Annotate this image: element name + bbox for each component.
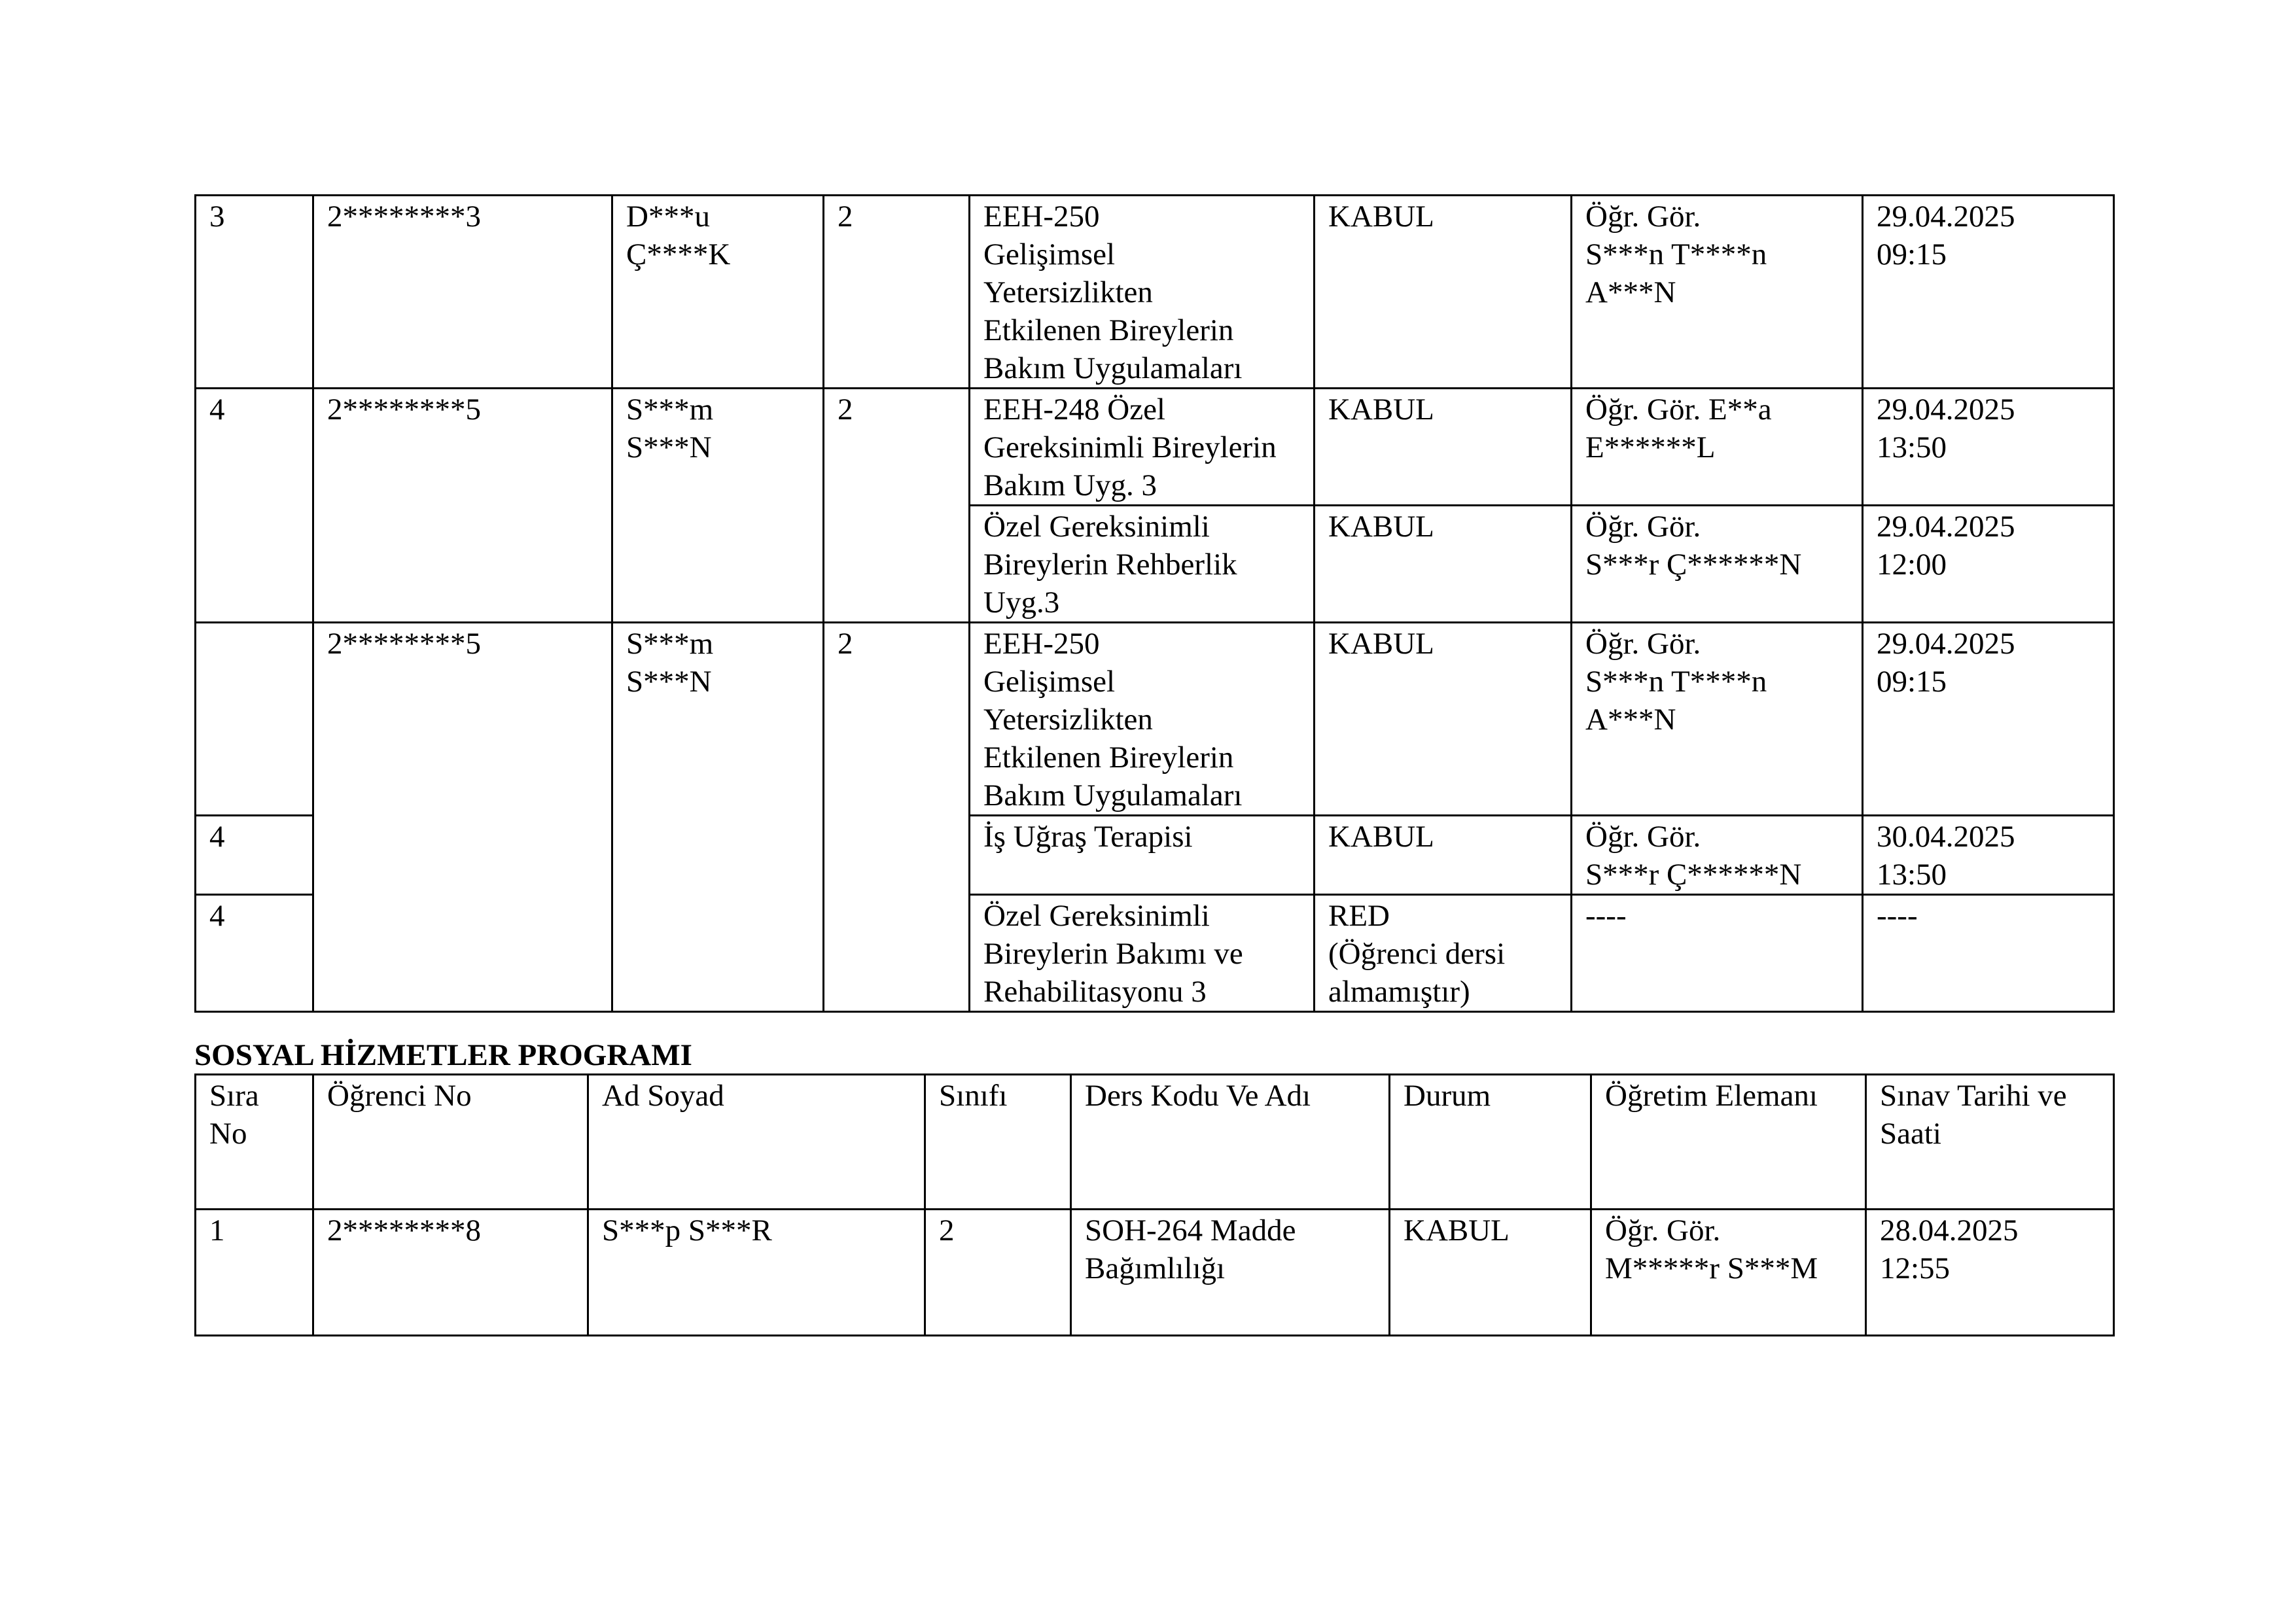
status: KABUL <box>1390 1210 1591 1336</box>
status: KABUL <box>1315 196 1572 389</box>
section-title: SOSYAL HİZMETLER PROGRAMI <box>194 1038 692 1072</box>
table-header-row <box>196 1075 2114 1210</box>
student-name: S***m S***N <box>612 389 824 623</box>
student-number: 2********8 <box>313 1210 588 1336</box>
table-row <box>196 623 2114 816</box>
row-number: 4 <box>196 895 313 1012</box>
exam-datetime: 29.04.2025 13:50 <box>1863 389 2114 506</box>
header-ders: Ders Kodu Ve Adı <box>1071 1075 1390 1210</box>
exam-datetime: 28.04.2025 12:55 <box>1866 1210 2114 1336</box>
student-name: D***u Ç****K <box>612 196 824 389</box>
course: İş Uğraş Terapisi <box>970 816 1315 895</box>
instructor: Öğr. Gör. S***n T****n A***N <box>1572 623 1863 816</box>
row-number: 4 <box>196 816 313 895</box>
instructor: Öğr. Gör. S***r Ç******N <box>1572 506 1863 623</box>
course: EEH-248 Özel Gereksinimli Bireylerin Bakım Uyg. 3 <box>970 389 1315 506</box>
class-year: 2 <box>925 1210 1071 1336</box>
header-ad-soyad: Ad Soyad <box>588 1075 925 1210</box>
instructor: Öğr. Gör. M*****r S***M <box>1591 1210 1866 1336</box>
class-year: 2 <box>824 196 970 389</box>
social-services-table <box>194 1073 2115 1336</box>
table-row <box>196 196 2114 389</box>
student-number: 2********5 <box>313 389 612 623</box>
status: RED (Öğrenci dersi almamıştır) <box>1315 895 1572 1012</box>
exam-results-table-continued <box>194 194 2115 1013</box>
header-durum: Durum <box>1390 1075 1591 1210</box>
class-year: 2 <box>824 389 970 623</box>
course: Özel Gereksinimli Bireylerin Bakımı ve Rehabilitasyonu 3 <box>970 895 1315 1012</box>
instructor: Öğr. Gör. E**a E******L <box>1572 389 1863 506</box>
course: EEH-250 Gelişimsel Yetersizlikten Etkilenen Bireylerin Bakım Uygulamaları <box>970 196 1315 389</box>
exam-datetime: 29.04.2025 09:15 <box>1863 623 2114 816</box>
course: SOH-264 Madde Bağımlılığı <box>1071 1210 1390 1336</box>
row-number <box>196 623 313 816</box>
student-number: 2********5 <box>313 623 612 1012</box>
header-ogrenci-no: Öğrenci No <box>313 1075 588 1210</box>
course: Özel Gereksinimli Bireylerin Rehberlik Uyg.3 <box>970 506 1315 623</box>
header-sira: Sıra No <box>196 1075 313 1210</box>
row-number: 1 <box>196 1210 313 1336</box>
header-eleman: Öğretim Elemanı <box>1591 1075 1866 1210</box>
row-number: 3 <box>196 196 313 389</box>
header-tarih: Sınav Tarihi ve Saati <box>1866 1075 2114 1210</box>
status: KABUL <box>1315 389 1572 506</box>
table-row <box>196 389 2114 506</box>
exam-datetime: 29.04.2025 12:00 <box>1863 506 2114 623</box>
exam-datetime: 29.04.2025 09:15 <box>1863 196 2114 389</box>
course: EEH-250 Gelişimsel Yetersizlikten Etkilenen Bireylerin Bakım Uygulamaları <box>970 623 1315 816</box>
status: KABUL <box>1315 623 1572 816</box>
header-sinif: Sınıfı <box>925 1075 1071 1210</box>
student-number: 2********3 <box>313 196 612 389</box>
status: KABUL <box>1315 816 1572 895</box>
status: KABUL <box>1315 506 1572 623</box>
instructor: Öğr. Gör. S***n T****n A***N <box>1572 196 1863 389</box>
instructor: Öğr. Gör. S***r Ç******N <box>1572 816 1863 895</box>
instructor: ---- <box>1572 895 1863 1012</box>
exam-datetime: 30.04.2025 13:50 <box>1863 816 2114 895</box>
student-name: S***m S***N <box>612 623 824 1012</box>
exam-datetime: ---- <box>1863 895 2114 1012</box>
table-row <box>196 1210 2114 1336</box>
row-number: 4 <box>196 389 313 623</box>
class-year: 2 <box>824 623 970 1012</box>
student-name: S***p S***R <box>588 1210 925 1336</box>
